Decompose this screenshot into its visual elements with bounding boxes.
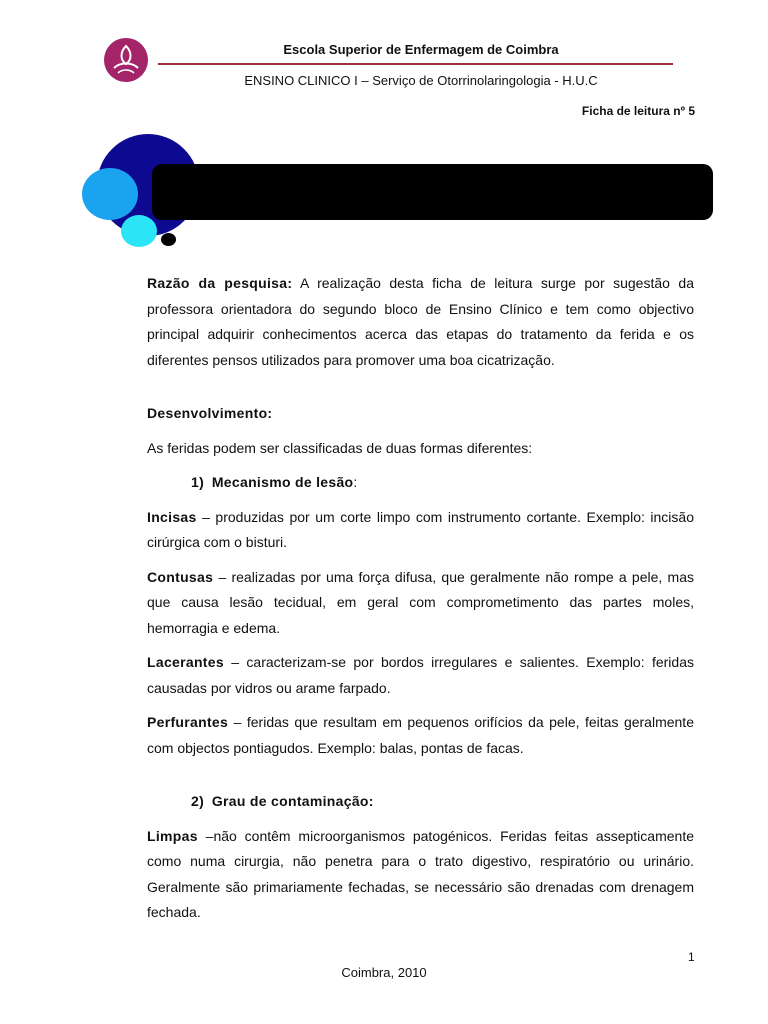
course-title: ENSINO CLINICO I – Serviço de Otorrinolaringologia - H.U.C [244, 73, 598, 88]
sheet-number: Ficha de leitura nº 5 [581, 104, 695, 118]
logo-emblem-icon [104, 38, 148, 82]
title-bar [152, 164, 713, 220]
section-1-heading: 1) Mecanismo de lesão: [191, 474, 358, 490]
page-number: 1 [688, 950, 695, 964]
header-divider [158, 63, 673, 65]
wound-type-lacerantes: Lacerantes – caracterizam-se por bordos irregulares e salientes. Exemplo: feridas causadas por vidros ou arame farpado. [147, 654, 694, 696]
development-intro: As feridas podem ser classificadas de duas formas diferentes: [147, 439, 533, 456]
contamination-limpas: Limpas –não contêm microorganismos patogénicos. Feridas feitas assepticamente como numa cirurgia, não penetra para o trato digestivo, respiratório ou urinário. Geralmente são primariamente fechadas, se necessário são drenadas com drenagem fechada. [147, 827, 694, 920]
intro-text: A realização desta ficha de leitura surge por sugestão da professora orientadora do segundo bloco de Ensino Clínico e tem como objectivo principal adquirir conhecimentos acerca das etapas do tratamento da ferida e os diferentes pensos utilizados para promover uma boa cicatrização. [147, 275, 694, 368]
document-body [147, 271, 694, 926]
blue-circle [82, 168, 138, 220]
intro-label: Razão da pesquisa: [147, 275, 293, 291]
wound-type-contusas: Contusas – realizadas por uma força difusa, que geralmente não rompe a pele, mas que causa lesão tecidual, em geral com comprometimento das partes moles, hemorragia e edema. [147, 568, 694, 636]
wound-type-perfurantes: Perfurantes – feridas que resultam em pequenos orifícios da pele, feitas geralmente com objectos pontiagudos. Exemplo: balas, pontas de facas. [147, 714, 694, 756]
black-dot [161, 233, 176, 246]
cyan-circle [121, 215, 157, 247]
school-logo [104, 38, 148, 82]
wound-type-incisas: Incisas – produzidas por um corte limpo com instrumento cortante. Exemplo: incisão cirúrgica com o bisturi. [147, 508, 694, 550]
section-2-heading: 2) Grau de contaminação: [191, 793, 374, 809]
institution-name: Escola Superior de Enfermagem de Coimbra [283, 42, 559, 57]
footer-place-year: Coimbra, 2010 [341, 965, 427, 980]
development-heading: Desenvolvimento: [147, 405, 273, 421]
intro-paragraph [147, 271, 694, 373]
